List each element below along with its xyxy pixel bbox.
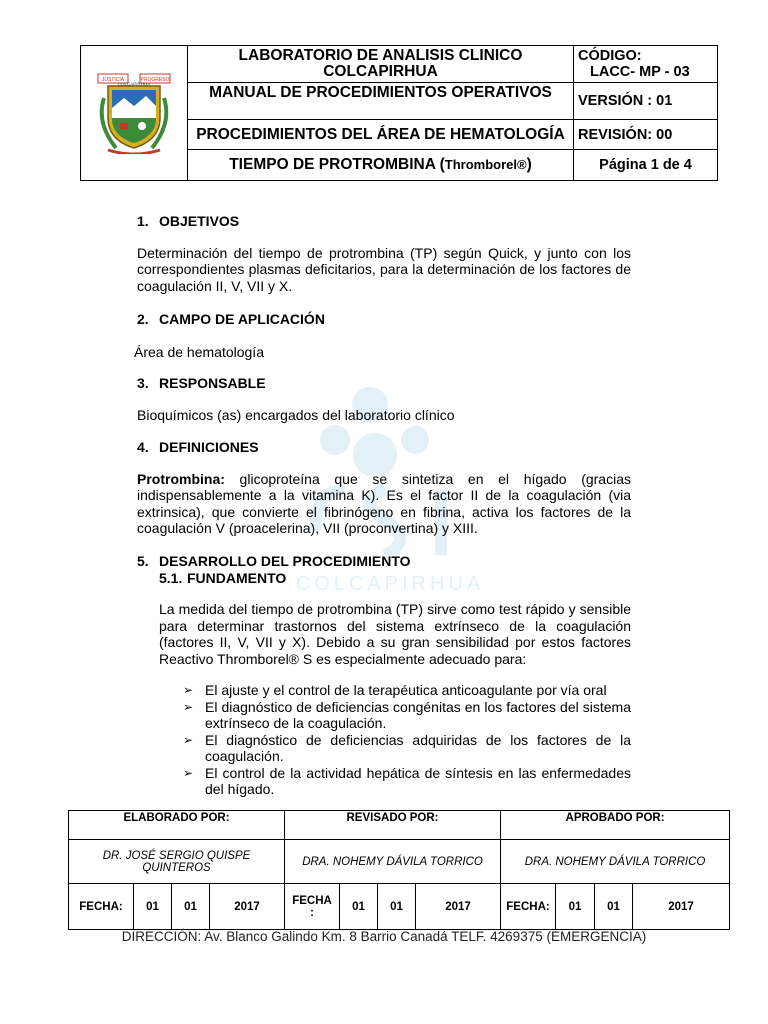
date-year: 2017: [633, 884, 730, 930]
date-month: 01: [378, 884, 416, 930]
date-day: 01: [340, 884, 378, 930]
logo-cell: [81, 46, 188, 181]
elaborado-name: DR. JOSÉ SERGIO QUISPE QUINTEROS: [69, 840, 285, 884]
section-text: Determinación del tiempo de protrombina (TP) según Quick, y junto con los correspondientes plasmas deficitarios, para la determinación de los factores de coagulación II, V, VII y X.: [137, 244, 631, 294]
arrow-bullet-icon: ➢: [183, 683, 194, 697]
procedure-title: TIEMPO DE PROTROMBINA (Thromborel®): [188, 150, 574, 181]
revisado-header: REVISADO POR:: [285, 811, 501, 840]
section-heading: 4. DEFINICIONES: [137, 439, 259, 455]
address-footer: DIRECCIÓN: Av. Blanco Galindo Km. 8 Barrio Canadá TELF. 4269375 (EMERGENCIA): [121, 929, 647, 944]
fecha-label: FECHA :: [285, 884, 340, 930]
version: VERSIÓN : 01: [574, 83, 718, 120]
section-text: La medida del tiempo de protrombina (TP) sirve como test rápido y sensible para determinar trastornos del sistema extrínseco de la coagulación (factores II, V, VII y X). Debido a su gran sensibilidad por estos factores Reactivo Thromborel® S es especialmente adecuado para:: [159, 601, 631, 667]
subsection-heading: 5.1. FUNDAMENTO: [159, 569, 287, 586]
section-desarrollo: [137, 553, 631, 798]
section-definiciones: [137, 439, 631, 537]
area-title: PROCEDIMIENTOS DEL ÁREA DE HEMATOLOGÍA: [188, 120, 574, 150]
watermark-text: COLCAPIRHUA: [295, 573, 485, 595]
section-campo: [134, 311, 631, 360]
section-heading: 3. RESPONSABLE: [137, 375, 266, 391]
section-text: Área de hematología: [134, 343, 264, 360]
document-header: [80, 45, 718, 181]
section-text: Protrombina: glicoproteína que se sintetiza en el hígado (gracias indispensablemente a la vitamina K). Es el factor II de la coagulación (via extrinsica), que convierte el fibrinógeno en fibrina, activa los factores de la coagulación V (proacelerina), VII (proconvertina) y XIII.: [137, 470, 631, 536]
section-heading: 5. DESARROLLO DEL PROCEDIMIENTO: [137, 553, 411, 569]
document-code: CÓDIGO: LACC- MP - 03: [574, 46, 718, 83]
section-responsable: [137, 375, 631, 423]
list-item: ➢ El control de la actividad hepática de síntesis en las enfermedades del hígado.: [183, 764, 631, 797]
logo-banner-bottom: COLCAPIRHUA: [117, 81, 151, 86]
date-year: 2017: [416, 884, 501, 930]
section-text: Bioquímicos (as) encargados del laboratorio clínico: [137, 406, 455, 423]
lab-name: LABORATORIO DE ANALISIS CLINICO COLCAPIRHUA: [188, 46, 574, 83]
municipal-coat-of-arms-logo: [94, 68, 174, 154]
date-month: 01: [172, 884, 210, 930]
revisado-name: DRA. NOHEMY DÁVILA TORRICO: [285, 840, 501, 884]
list-item: ➢ El diagnóstico de deficiencias congénitas en los factores del sistema extrínseco de la coagulación.: [183, 698, 631, 731]
section-objetivos: [137, 213, 631, 294]
arrow-bullet-icon: ➢: [183, 732, 194, 747]
date-day: 01: [556, 884, 595, 930]
section-heading: 1. OBJETIVOS: [137, 213, 240, 229]
logo-banner-left: JUSTICIA: [101, 76, 125, 83]
elaborado-header: ELABORADO POR:: [69, 811, 285, 840]
date-day: 01: [134, 884, 172, 930]
fecha-label: FECHA:: [69, 884, 134, 930]
aprobado-name: DRA. NOHEMY DÁVILA TORRICO: [501, 840, 730, 884]
logo-banner-right: PROGRESO: [140, 76, 170, 83]
section-heading: 2. CAMPO DE APLICACIÓN: [137, 311, 325, 327]
revision: REVISIÓN: 00: [574, 120, 718, 150]
arrow-bullet-icon: ➢: [183, 765, 194, 780]
list-item: ➢ El ajuste y el control de la terapéutica anticoagulante por vía oral: [183, 682, 607, 698]
indication-list: [183, 682, 631, 798]
date-month: 01: [595, 884, 633, 930]
manual-title: MANUAL DE PROCEDIMIENTOS OPERATIVOS: [188, 83, 574, 120]
list-item: ➢ El diagnóstico de deficiencias adquiridas de los factores de la coagulación.: [183, 731, 631, 764]
page-number: Página 1 de 4: [574, 150, 718, 181]
fecha-label: FECHA:: [501, 884, 556, 930]
signature-table: [68, 810, 730, 930]
arrow-bullet-icon: ➢: [183, 699, 194, 714]
date-year: 2017: [210, 884, 285, 930]
aprobado-header: APROBADO POR:: [501, 811, 730, 840]
